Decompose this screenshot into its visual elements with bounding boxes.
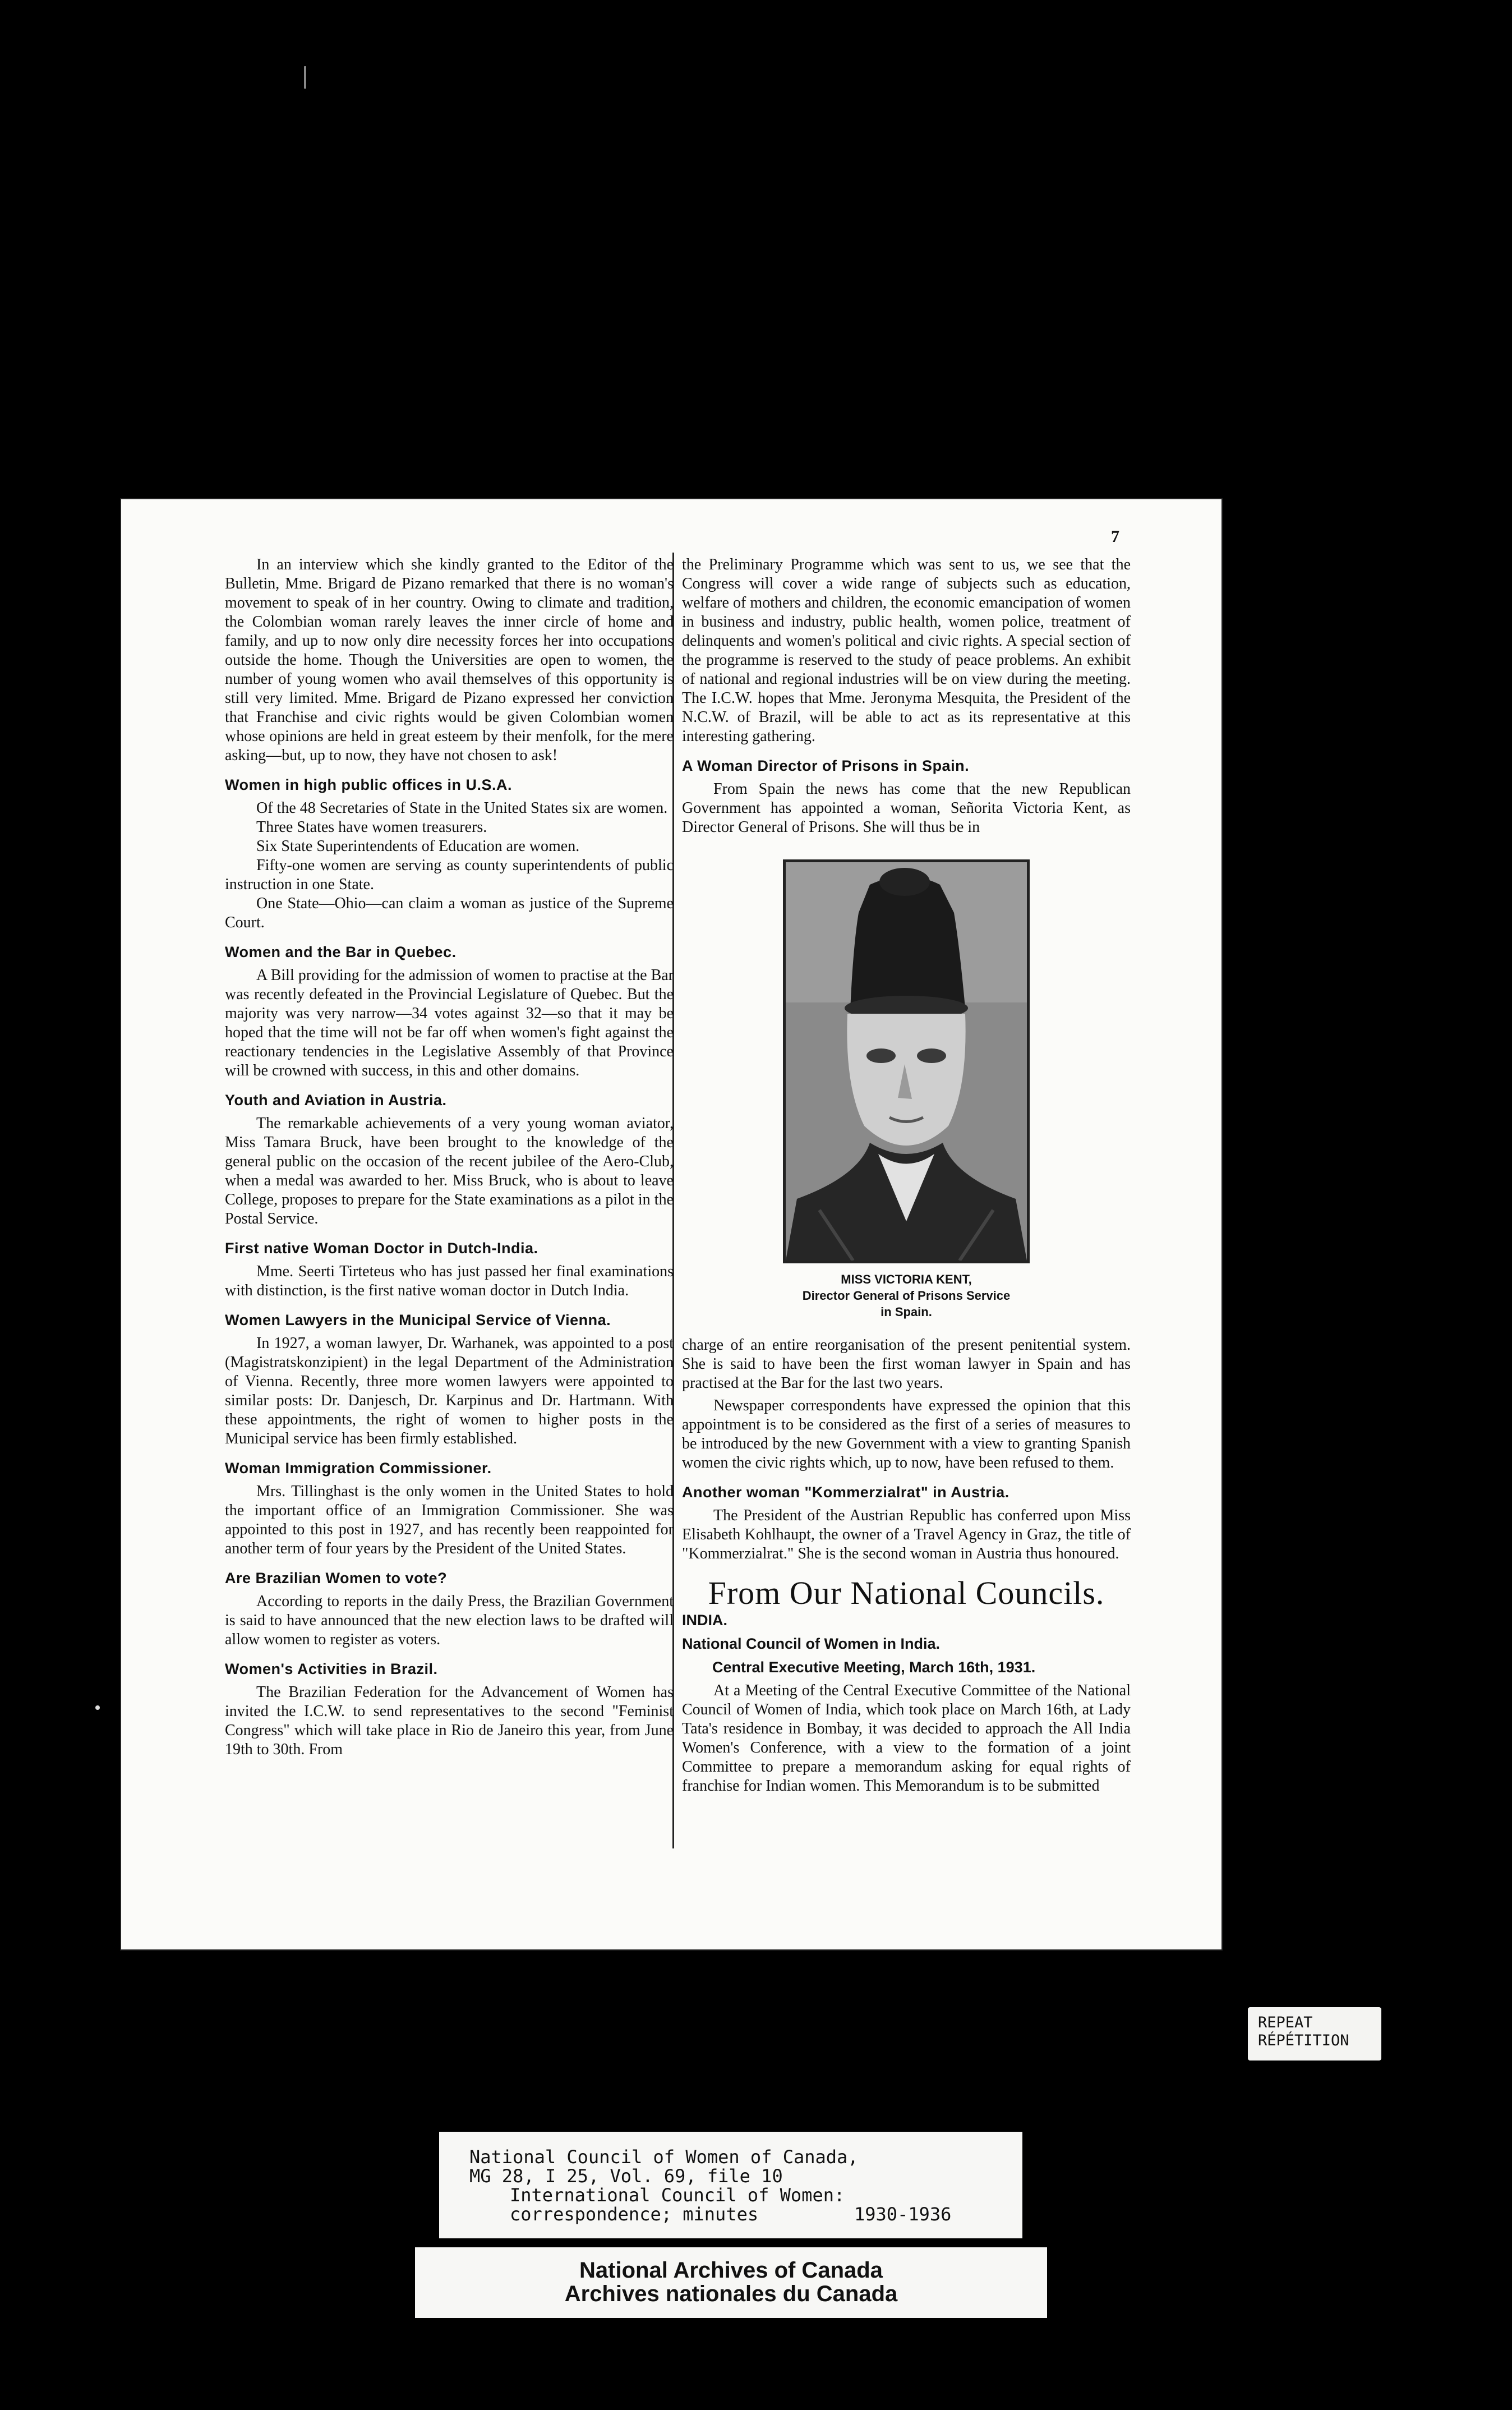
heading-austria-aviation: Youth and Aviation in Austria. (225, 1092, 447, 1109)
document-page (121, 499, 1221, 1949)
immigration-paragraph: Mrs. Tillinghast is the only women in the United States to hold the important office of an Immigration Commissioner. She was appointed to this post in 1927, and has recently been reappointed for another term of four years by the President of the United States. (225, 1483, 674, 1557)
intro-paragraph: In an interview which she kindly granted to the Editor of the Bulletin, Mme. Brigard de Pizano remarked that there is no woman's movement to speak of in her country. Owing to climate and tradition, the Colombian woman rarely leaves the inner circle of home and family, and up to now only dire necessity forces her into occupations outside the home. Though the Universities are open to women, the number of young women who avail themselves of this opportunity is still very limited. Mme. Brigard de Pizano expressed her conviction that Franchise and civic rights would be given Colombian women whose opinions are held in great esteem by their menfolk, for the mere asking—but, up to now, they have not chosen to ask! (225, 556, 674, 764)
heading-immigration: Woman Immigration Commissioner. (225, 1460, 492, 1477)
quebec-paragraph: A Bill providing for the admission of women to practise at the Bar was recently defeated in the Provincial Legislature of Quebec. But the majority was very narrow—34 votes against 32—so that it may be hoped that the time will not be far off when women's fight against the reactionary tendencies in the Legislative Assembly of that Province will be crowned with success, in this and other domains. (225, 967, 674, 1079)
brazil-activities-paragraph: The Brazilian Federation for the Advancement of Women has invited the I.C.W. to send representatives to the second "Feminist Congress" which will take place in Rio de Janeiro this year, from June 19th to 30th. From (225, 1684, 674, 1758)
portrait-caption (682, 1271, 1131, 1320)
citation-line: MG 28, I 25, Vol. 69, file 10 (469, 2165, 783, 2187)
meeting-heading: Central Executive Meeting, March 16th, 1931. (712, 1659, 1036, 1676)
usa-line: Of the 48 Secretaries of State in the United States six are women. (256, 799, 668, 817)
country-heading: INDIA. (682, 1612, 727, 1629)
kommerzialrat-paragraph: The President of the Austrian Republic has conferred upon Miss Elisabeth Kohlhaupt, the owner of a Travel Agency in Graz, the title of "Kommerzialrat." She is the second woman in Austria thus honoured. (682, 1507, 1131, 1562)
caption-line: in Spain. (881, 1305, 932, 1319)
citation-line: correspondence; minutes (510, 2204, 759, 2225)
caption-line: MISS VICTORIA KENT, (841, 1272, 972, 1286)
heading-kommerzialrat: Another woman "Kommerzialrat" in Austria. (682, 1484, 1009, 1501)
continuation-paragraph: the Preliminary Programme which was sent to us, we see that the Congress will cover a wide range of subjects such as education, welfare of mothers and children, the economic emancipation of women in business and industry, public health, women police, treatment of delinquents and women's political and civic rights. A special section of the programme is reserved to the study of peace problems. An exhibit of national and regional industries will be on view during the meeting. The I.C.W. hopes that Mme. Jeronyma Mesquita, the President of the N.C.W. of Brazil, will be able to act as its representative at this interesting gathering. (682, 556, 1131, 745)
heading-vienna: Women Lawyers in the Municipal Service of Vienna. (225, 1312, 611, 1328)
dutch-india-paragraph: Mme. Seerti Tirteteus who has just passed her final examinations with distinction, is the first native woman doctor in Dutch India. (225, 1263, 674, 1299)
archival-citation (439, 2132, 1022, 2238)
citation-line: International Council of Women: (510, 2184, 845, 2206)
brazil-vote-paragraph: According to reports in the daily Press, the Brazilian Government is said to have announced that the new election laws to be drafted will allow women to register as voters. (225, 1593, 674, 1648)
page-number: 7 (1111, 527, 1119, 546)
film-speck (95, 1705, 100, 1710)
usa-line: Fifty-one women are serving as county superintendents of public instruction in one State. (225, 857, 674, 893)
austria-aviation-paragraph: The remarkable achievements of a very young woman aviator, Miss Tamara Bruck, have been brought to the knowledge of the general public on the occasion of the recent jubilee of the Aero-Club, when a medal was awarded to her. Miss Bruck, who is about to leave College, proposes to prepare for the State examinations as a pilot in the Postal Service. (225, 1115, 674, 1227)
spain-paragraph-3: Newspaper correspondents have expressed the opinion that this appointment is to be considered as the first of a series of measures to be introduced by the new Government with a view to granting Spanish women the civic rights which, up to now, have been refused to them. (682, 1397, 1131, 1471)
heading-spain: A Woman Director of Prisons in Spain. (682, 757, 970, 774)
archives-english: National Archives of Canada (579, 2258, 883, 2283)
right-column (682, 555, 1131, 1799)
repeat-stamp (1248, 2007, 1381, 2061)
heading-usa: Women in high public offices in U.S.A. (225, 776, 513, 793)
heading-quebec: Women and the Bar in Quebec. (225, 944, 457, 960)
spain-paragraph-2: charge of an entire reorganisation of the present penitential system. She is said to have been the first woman lawyer in Spain and has practised at the Bar for the last two years. (682, 1336, 1131, 1392)
stamp-line: REPEAT (1258, 2014, 1313, 2031)
spain-paragraph-1: From Spain the news has come that the new Republican Government has appointed a woman, Señorita Victoria Kent, as Director General of Prisons. She will thus be in (682, 780, 1131, 836)
heading-brazil-activities: Women's Activities in Brazil. (225, 1661, 438, 1677)
caption-line: Director General of Prisons Service (802, 1289, 1011, 1303)
usa-line: Six State Superintendents of Education are women. (256, 838, 580, 855)
usa-line: Three States have women treasurers. (256, 818, 487, 836)
archives-french: Archives nationales du Canada (564, 2282, 898, 2306)
portrait-illustration (786, 862, 1027, 1261)
stamp-line: RÉPÉTITION (1258, 2032, 1349, 2049)
left-column (225, 555, 674, 1763)
archives-label (415, 2247, 1047, 2318)
council-heading: National Council of Women in India. (682, 1635, 941, 1652)
vienna-paragraph: In 1927, a woman lawyer, Dr. Warhanek, was appointed to a post (Magistratskonzipient) in the legal Department of the Administration of Vienna. Recently, three more women lawyers were appointed to similar posts: Dr. Danjesch, Dr. Karpinus and Dr. Hartmann. With these appointments, the right of women to higher posts in the Municipal service has been firmly established. (225, 1335, 674, 1447)
portrait-photo (783, 859, 1030, 1263)
heading-brazil-vote: Are Brazilian Women to vote? (225, 1570, 448, 1586)
citation-line: National Council of Women of Canada, (469, 2146, 859, 2168)
film-mark (304, 66, 306, 89)
portrait-figure (783, 859, 1030, 1263)
citation-years: 1930-1936 (854, 2204, 952, 2225)
usa-line: One State—Ohio—can claim a woman as justice of the Supreme Court. (225, 895, 674, 931)
section-title: From Our National Councils. (708, 1575, 1105, 1611)
india-paragraph: At a Meeting of the Central Executive Committee of the National Council of Women of India, which took place on March 16th, at Lady Tata's residence in Bombay, it was decided to approach the All India Women's Conference, with a view to the formation of a joint Committee to prepare a memorandum asking for equal rights of franchise for Indian women. This Memorandum is to be submitted (682, 1682, 1131, 1795)
heading-dutch-india: First native Woman Doctor in Dutch-India. (225, 1240, 538, 1257)
